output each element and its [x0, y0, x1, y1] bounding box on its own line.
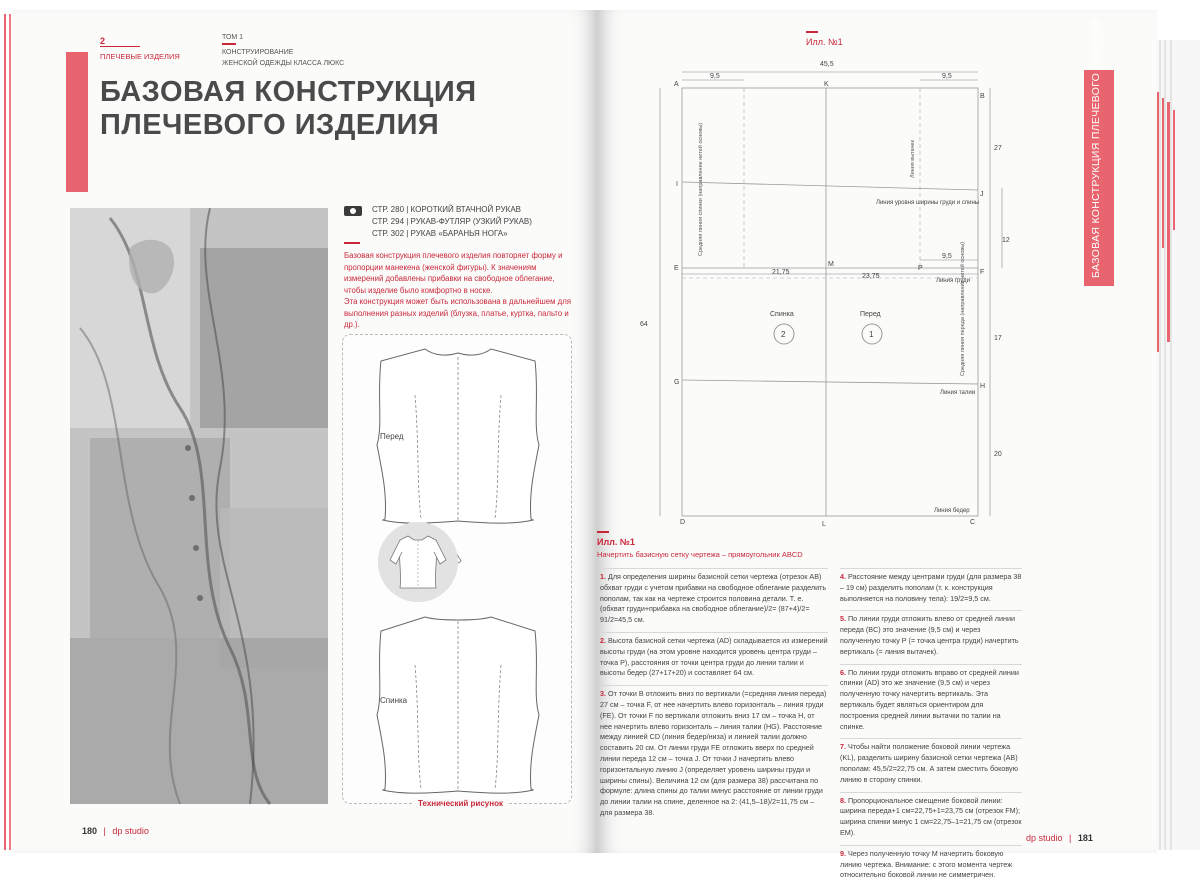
step-item: [600, 568, 828, 626]
technical-drawing-caption: Технический рисунок: [412, 799, 509, 808]
dim-right-top: 9,5: [942, 73, 952, 80]
step-number: 2.: [600, 635, 606, 645]
point-m: M: [828, 261, 834, 268]
point-b: B: [980, 93, 985, 100]
dim-left-top: 9,5: [710, 73, 720, 80]
step-number: 7.: [840, 742, 846, 752]
label-hip-line: Линия бедер: [934, 508, 970, 514]
volume-divider: [222, 43, 236, 45]
illustration-heading-divider: [597, 531, 609, 533]
step-text: Расстояние между центрами груди (для размера 38 – 19 см) разделить пополам (т. к. конструкция выполняется на половину тела): 19/2=9,5 см.: [840, 572, 1022, 603]
steps-column-right: [840, 568, 1022, 887]
intro-paragraph-2: Эта конструкция может быть использована в дальнейшем для выполнения разных изделий (блузка, платье, куртка, пальто и др.).: [344, 297, 571, 329]
label-bust-width-line: Линия уровня ширины груди и спины: [876, 200, 980, 206]
illustration-title: Илл. №1: [806, 37, 843, 47]
folio-right: dp studio | 181: [1026, 833, 1093, 843]
intro-text: [344, 250, 576, 331]
intro-divider: [344, 242, 360, 244]
volume-subtitle-line-1: КОНСТРУИРОВАНИЕ: [222, 49, 294, 56]
point-k: K: [824, 81, 829, 88]
brand-right: dp studio: [1026, 833, 1063, 843]
dim-left-bust: 21,75: [772, 269, 790, 276]
ref-item[interactable]: СТР. 302 | РУКАВ «БАРАНЬЯ НОГА»: [372, 229, 508, 238]
step-text: По линии груди отложить влево от средней линии переда (BC) это значение (9,5 см) и через полученную точку P (= точка центра груди) начертить вертикаль (= линия вытачек).: [840, 614, 1019, 656]
point-f: F: [980, 269, 985, 276]
section-number: 2: [100, 36, 106, 46]
ref-item[interactable]: СТР. 294 | РУКАВ-ФУТЛЯР (УЗКИЙ РУКАВ): [372, 217, 532, 226]
step-text: По линии груди отложить вправо от средней линии спинки (AD) это же значение (9,5 см) и через полученную точку начертить вертикаль. Эта вертикаль будет являться ориентиром для построения средней линии вытачки по талии на спинке.: [840, 667, 1019, 731]
page-title-line-1: БАЗОВАЯ КОНСТРУКЦИЯ: [100, 76, 477, 108]
vertical-chapter-title: БАЗОВАЯ КОНСТРУКЦИЯ ПЛЕЧЕВОГО ИЗДЕЛИЯ: [1090, 17, 1102, 278]
front-piece-number: 1: [869, 330, 874, 339]
illustration-heading: Илл. №1: [597, 537, 635, 547]
folio-left: 180 | dp studio: [82, 826, 149, 836]
volume-label: ТОМ 1: [222, 34, 244, 41]
illustration-subheading: Начертить базисную сетку чертежа – прямоугольник ABCD: [597, 550, 803, 559]
back-piece-number: 2: [781, 330, 786, 339]
dim-total-width: 45,5: [820, 61, 834, 68]
section-divider: [100, 46, 140, 47]
step-text: Чтобы найти положение боковой линии чертежа (KL), разделить ширину базисной сетки чертежа (AB) пополам: 45,5/2=22,75 см. А затем сместить боковую линию в сторону спинки.: [840, 742, 1018, 784]
step-text: Высота базисной сетки чертежа (AD) складывается из измерений высоты груди (на этом уровне находится уровень центра груди – точка P), расстояния от точки центра груди до линии талии и высоты бедер (27+17+20) и составляет 64 см.: [600, 635, 828, 678]
step-number: 1.: [600, 572, 606, 581]
dim-20: 20: [994, 451, 1002, 458]
point-p: P: [918, 265, 923, 272]
sketch-illustration: [70, 208, 328, 804]
brand-left: dp studio: [112, 826, 149, 836]
pattern-draft: [630, 50, 1020, 530]
page-number-right: 181: [1077, 833, 1093, 843]
label-dart-line: Линия вытачек: [910, 140, 916, 178]
dim-12: 12: [1002, 237, 1010, 244]
label-front-center-line: Средняя линия переда (направление нитей основы): [960, 241, 966, 376]
step-text: Для определения ширины базисной сетки чертежа (отрезок AB) обхват груди с учетом прибавки на свободное облегание разделить пополам, так как на чертеже строится половина детали. Т. е. (обхват груди+прибавка на свободное облегание)/2= (87+4)/2= 91/2=45,5 см.: [600, 572, 827, 625]
point-e: E: [674, 265, 679, 272]
step-item: [840, 845, 1022, 881]
label-front: Перед: [380, 432, 404, 441]
step-number: 9.: [840, 848, 846, 858]
volume-subtitle: [222, 47, 382, 69]
point-h: H: [980, 383, 986, 390]
step-text: От точки B отложить вниз по вертикали (=средняя линия переда) 27 см – точка F, от нее начертить влево горизонталь – линия груди (FE). От точки F по вертикали отложить вниз 17 см – точка H, от нее начертить влево горизонталь – линия талии (HG). Расстояние между линией CD (линия бедер/низа) и линией талии должно составить 20 см. От линии груди FE отложить вверх по средней линии переда 12 см – точка J. От точки J начертить влево горизонтальную линию J (определяет уровень ширины груди и ширины спины). Величина 12 см (для размера 38) рассчитана по формуле: длина спины до талии минус расстояние от линии груди до линии талии на спине, деленное на 2: (41,5–18)/2=11,75 см – для размера 38.: [600, 689, 827, 817]
step-number: 3.: [600, 689, 606, 699]
ref-item[interactable]: СТР. 280 | КОРОТКИЙ ВТАЧНОЙ РУКАВ: [372, 205, 521, 214]
step-item: [840, 568, 1022, 604]
step-number: 5.: [840, 614, 846, 624]
label-back-piece: Спинка: [770, 311, 794, 318]
label-waist-line: Линия талии: [940, 390, 976, 396]
eye-icon: [344, 206, 362, 216]
label-back-center-line: Средняя линия спинки (направление нитей основы): [698, 122, 704, 256]
step-item: [600, 632, 828, 679]
point-d: D: [680, 519, 686, 526]
point-c: C: [970, 519, 976, 526]
step-item: [840, 738, 1022, 785]
step-number: 4.: [840, 572, 846, 581]
step-item: [840, 792, 1022, 839]
point-a: A: [674, 81, 679, 88]
steps-column-left: [600, 568, 828, 825]
intro-paragraph-1: Базовая конструкция плечевого изделия повторяет форму и пропорции манекена (женской фигуры). К значениям измерений добавлены прибавки на свободное облегание, чтобы изделие было комфортно в носке.: [344, 251, 563, 295]
fashion-sketch-photo: [70, 208, 328, 804]
step-number: 6.: [840, 667, 846, 677]
label-back: Спинка: [380, 696, 408, 705]
step-item: [840, 610, 1022, 657]
dim-17: 17: [994, 335, 1002, 342]
volume-subtitle-line-2: ЖЕНСКОЙ ОДЕЖДЫ КЛАССА ЛЮКС: [222, 60, 345, 67]
page-number-left: 180: [82, 826, 98, 836]
section-name: ПЛЕЧЕВЫЕ ИЗДЕЛИЯ: [100, 52, 180, 61]
dim-right-bust: 23,75: [862, 273, 880, 280]
point-j: J: [980, 191, 984, 198]
step-text: Через полученную точку M начертить боковую линию чертежа. Внимание: с этого момента чертеж относительно боковой линии не симметричен.: [840, 848, 1013, 880]
page-title: [100, 76, 540, 142]
point-g: G: [674, 379, 680, 386]
dim-27: 27: [994, 145, 1002, 152]
cross-references: [372, 204, 532, 240]
page-title-line-2: ПЛЕЧЕВОГО ИЗДЕЛИЯ: [100, 109, 440, 141]
step-item: [600, 685, 828, 819]
step-text: Пропорциональное смещение боковой линии: ширина переда+1 см=22,75+1=23,75 см (отрезок FM); ширина спинки минус 1 см=22,75–1=21,75 см (отрезок EM).: [840, 795, 1022, 837]
label-bust-line: Линия груди: [936, 278, 970, 284]
dim-right-p: 9,5: [942, 253, 952, 260]
step-item: [840, 664, 1022, 733]
label-front-piece: Перед: [860, 311, 881, 318]
dim-height: 64: [640, 321, 648, 328]
illustration-title-divider: [806, 31, 818, 33]
section-color-bar: [66, 52, 88, 192]
point-i: I: [676, 181, 678, 188]
step-number: 8.: [840, 795, 846, 805]
blouse-thumbnail: [378, 522, 458, 602]
point-l: L: [822, 521, 826, 528]
